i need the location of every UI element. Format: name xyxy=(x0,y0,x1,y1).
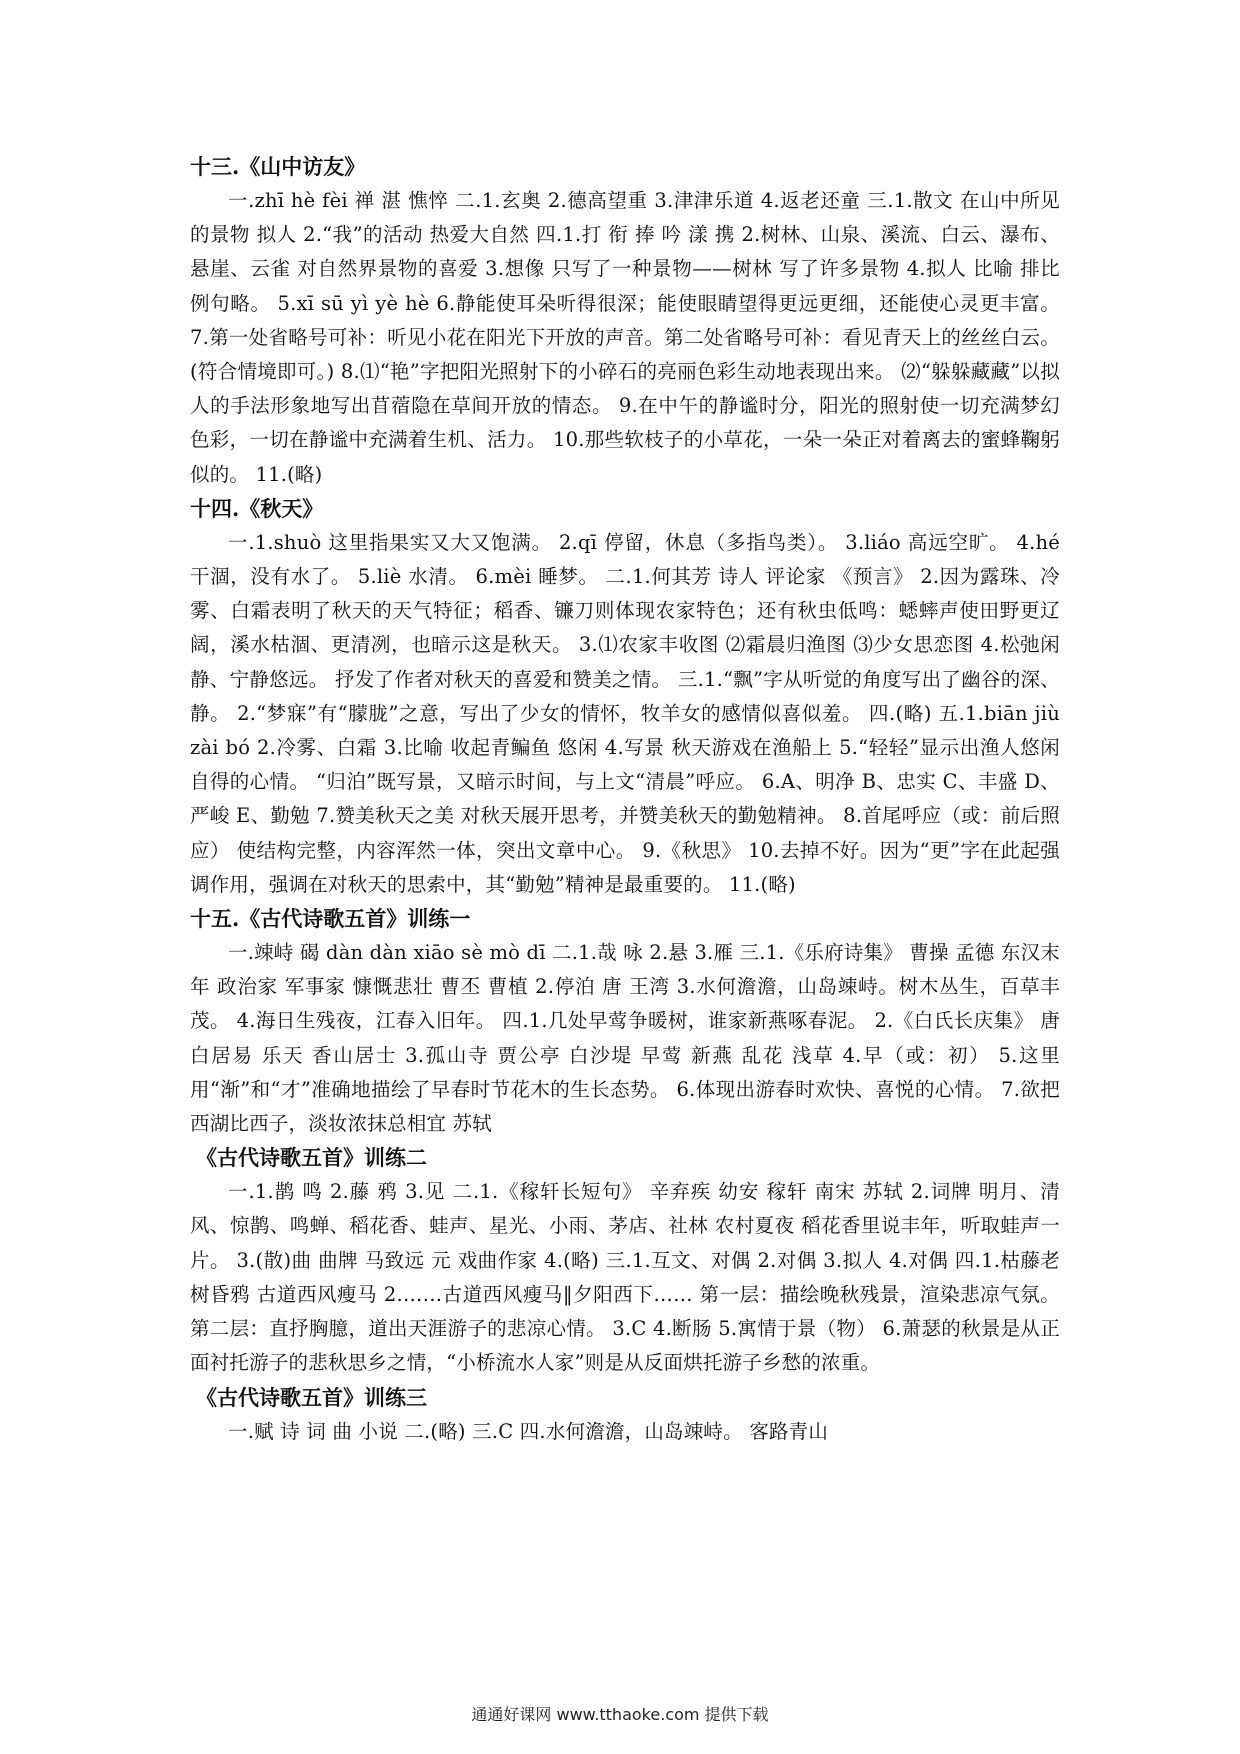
section-body-13: 一.zhī hè fèi 禅 湛 憔悴 二.1.玄奥 2.德高望重 3.津津乐道 4.返老还童 三.1.散文 在山中所见的景物 拟人 2.“我”的活动 热爱大自然 四.1.打 衔 捧 吟 漾 携 2.树林、山泉、溪流、白云、瀑布、悬崖、云雀 对自然界景物的喜爱 3.想像 只写了一种景物——树林 写了许多景物 4.拟人 比喻 排比 例句略。 5.xī sū yì yè hè 6.静能使耳朵听得很深；能使眼睛望得更远更细，还能使心灵更丰富。7.第一处省略号可补：听见小花在阳光下开放的声音。第二处省略号可补：看见青天上的丝丝白云。(符合情境即可。) 8.⑴“艳”字把阳光照射下的小碎石的亮丽色彩生动地表现出来。 ⑵“躲躲藏藏”以拟人的手法形象地写出苜蓿隐在草间开放的情态。 9.在中午的静谧时分，阳光的照射使一切充满梦幻色彩，一切在静谧中充满着生机、活力。 10.那些软枝子的小草花，一朵一朵正对着离去的蜜蜂鞠躬似的。 11.(略) xyxy=(190,189,1060,486)
section-body-15-training-2: 一.1.鹊 鸣 2.藤 鸦 3.见 二.1.《稼轩长短句》 辛弃疾 幼安 稼轩 南宋 苏轼 2.词牌 明月、清风、惊鹊、鸣蝉、稻花香、蛙声、星光、小雨、茅店、社林 农村夏夜 稻花香里说丰年，听取蛙声一片。 3.(散)曲 曲牌 马致远 元 戏曲作家 4.(略) 三.1.互文、对偶 2.对偶 3.拟人 4.对偶 四.1.枯藤老树昏鸦 古道西风瘦马 2.……古道西风瘦马‖夕阳西下…… 第一层：描绘晚秋残景，渲染悲凉气氛。第二层：直抒胸臆，道出天涯游子的悲凉心情。 3.C 4.断肠 5.寓情于景（物） 6.萧瑟的秋景是从正面衬托游子的悲秋思乡之情，“小桥流水人家”则是从反面烘托游子乡愁的浓重。 xyxy=(190,1180,1060,1375)
section-body-14: 一.1.shuò 这里指果实又大又饱满。 2.qī 停留，休息（多指鸟类）。 3.liáo 高远空旷。 4.hé 干涸，没有水了。 5.liè 水清。 6.mèi 睡梦。 二.1.何其芳 诗人 评论家 《预言》 2.因为露珠、冷雾、白霜表明了秋天的天气特征；稻香、镰刀则体现农家特色；还有秋虫低鸣：蟋蟀声使田野更辽阔，溪水枯涸、更清冽，也暗示这是秋天。 3.⑴农家丰收图 ⑵霜晨归渔图 ⑶少女思恋图 4.松弛闲静、宁静悠远。 抒发了作者对秋天的喜爱和赞美之情。 三.1.“飘”字从听觉的角度写出了幽谷的深、静。 2.“梦寐”有“朦胧”之意，写出了少女的情怀，牧羊女的感情似喜似羞。 四.(略) 五.1.biān jiù zài bó 2.冷雾、白霜 3.比喻 收起青鳊鱼 悠闲 4.写景 秋天游戏在渔船上 5.“轻轻”显示出渔人悠闲自得的心情。 “归泊”既写景，又暗示时间，与上文“清晨”呼应。 6.A、明净 B、忠实 C、丰盛 D、严峻 E、勤勉 7.赞美秋天之美 对秋天展开思考，并赞美秋天的勤勉精神。 8.首尾呼应（或：前后照应） 使结构完整，内容浑然一体，突出文章中心。 9.《秋思》 10.去掉不好。因为“更”字在此起强调作用，强调在对秋天的思索中，其“勤勉”精神是最重要的。 11.(略) xyxy=(190,530,1061,896)
section-heading-15-training-2: 《古代诗歌五首》训练二 xyxy=(196,1145,427,1171)
page-footer: 通通好课网 www.tthaoke.com 提供下载 xyxy=(471,1705,769,1724)
section-body-15-training-1: 一.竦峙 碣 dàn dàn xiāo sè mò dī 二.1.哉 咏 2.悬 3.雁 三.1.《乐府诗集》 曹操 孟德 东汉末年 政治家 军事家 慷慨悲壮 曹丕 曹植 2.停泊 唐 王湾 3.水何澹澹，山岛竦峙。树木丛生，百草丰茂。 4.海日生残夜，江春入旧年。 四.1.几处早莺争暖树，谁家新燕啄春泥。 2.《白氏长庆集》 唐 白居易 乐天 香山居士 3.孤山寺 贾公亭 白沙堤 早莺 新燕 乱花 浅草 4.早（或：初） 5.这里用“渐”和“才”准确地描绘了早春时节花木的生长态势。 6.体现出游春时欢快、喜悦的心情。 7.欲把西湖比西子，淡妆浓抹总相宜 苏轼 xyxy=(190,941,1060,1136)
section-heading-13: 十三.《山中访友》 xyxy=(190,154,366,179)
section-heading-14: 十四.《秋天》 xyxy=(190,495,324,521)
section-heading-15-training-3: 《古代诗歌五首》训练三 xyxy=(196,1384,427,1410)
answer-content xyxy=(190,150,1060,1449)
section-heading-15: 十五.《古代诗歌五首》训练一 xyxy=(190,906,471,932)
section-body-15-training-3: 一.赋 诗 词 曲 小说 二.(略) 三.C 四.水何澹澹，山岛竦峙。 客路青山 xyxy=(228,1419,829,1443)
